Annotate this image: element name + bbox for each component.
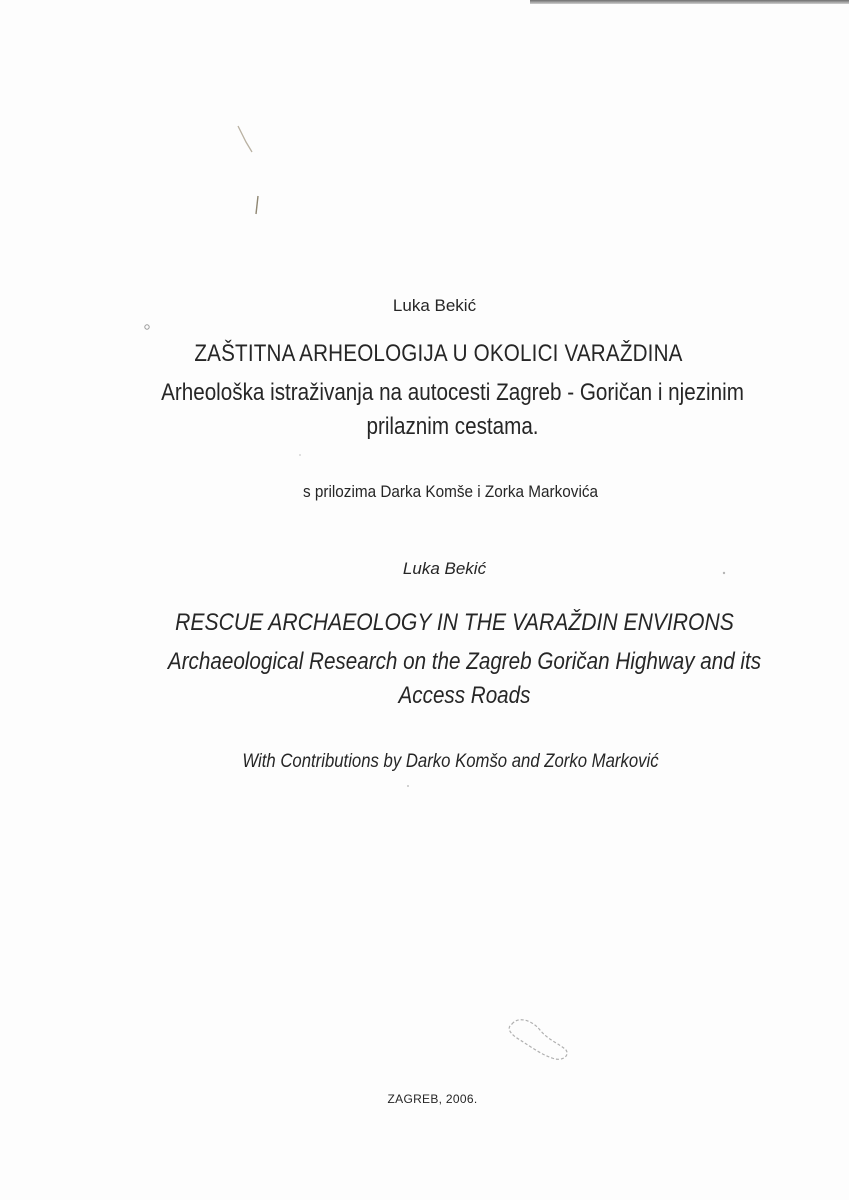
- subtitle-english-line-2: Access Roads: [398, 682, 531, 709]
- subtitle-english: [99, 645, 829, 713]
- subtitle-croatian: [87, 376, 817, 444]
- author-croatian: Luka Bekić: [392, 296, 477, 315]
- contributions-english: With Contributions by Darko Komšo and Zorko Marković: [242, 751, 659, 772]
- subtitle-croatian-line-2: prilaznim cestama.: [366, 413, 539, 440]
- title-english: RESCUE ARCHAEOLOGY IN THE VARAŽDIN ENVIRONS: [175, 609, 734, 636]
- imprint-place-date: ZAGREB, 2006.: [387, 1092, 478, 1106]
- subtitle-english-line-1: Archaeological Research on the Zagreb Goričan Highway and its: [167, 648, 762, 675]
- speck: [145, 325, 149, 329]
- title-croatian: ZAŠTITNA ARHEOLOGIJA U OKOLICI VARAŽDINA: [194, 340, 683, 367]
- subtitle-croatian-line-1: Arheološka istraživanja na autocesti Zagreb - Goričan i njezinim: [161, 379, 744, 406]
- author-english: Luka Bekić: [402, 559, 487, 578]
- smudge-mark: [509, 1020, 567, 1060]
- pen-mark-2: [256, 196, 258, 214]
- pen-mark-1: [238, 126, 252, 152]
- speck: [299, 454, 301, 456]
- contributions-croatian: s prilozima Darka Komše i Zorka Markovića: [302, 482, 599, 501]
- speck: [407, 785, 409, 787]
